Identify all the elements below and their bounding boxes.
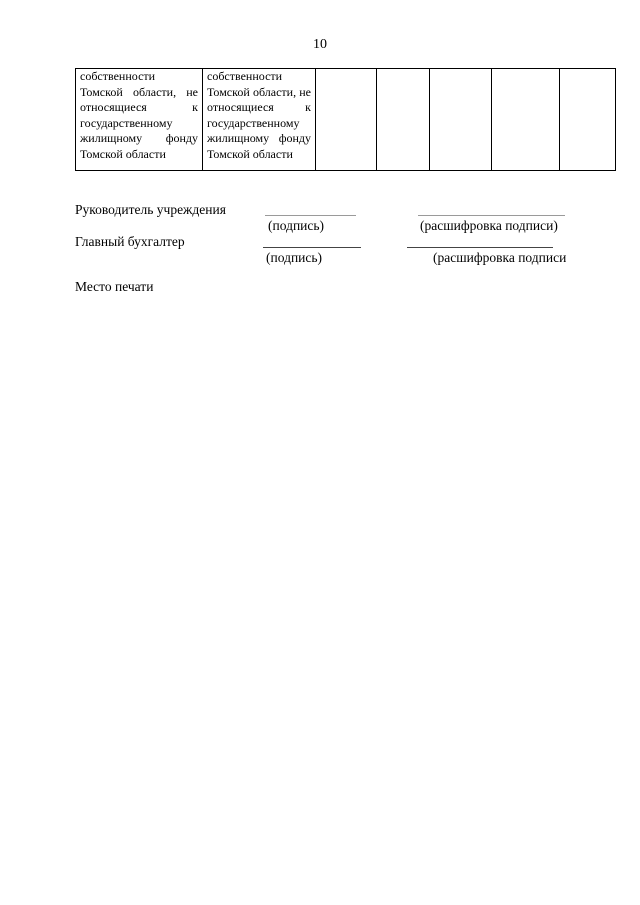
table-cell-empty: [377, 69, 430, 171]
accountant-decode-caption: (расшифровка подписи: [433, 250, 567, 265]
page-number: 10: [313, 37, 327, 52]
head-decode-line: [418, 215, 565, 216]
head-decode-caption: (расшифровка подписи): [420, 218, 558, 233]
head-label: Руководитель учреждения: [75, 202, 226, 217]
accountant-signature-line: [263, 247, 361, 248]
data-table: [75, 68, 616, 171]
table-cell-object-name-2: собственности Томской области, не относящиеся к государственному жилищному фонду Томской области: [203, 69, 316, 171]
table-cell-empty: [492, 69, 560, 171]
table-cell-empty: [316, 69, 377, 171]
table-row: [76, 69, 616, 171]
head-sign-caption: (подпись): [268, 218, 325, 233]
table-cell-empty: [430, 69, 492, 171]
stamp-label: Место печати: [75, 279, 154, 294]
accountant-decode-line: [407, 247, 553, 248]
accountant-sign-caption: (подпись): [266, 250, 323, 265]
table-cell-object-name: собственности Томской области, не относящиеся к государственному жилищному фонду Томской области: [76, 69, 203, 171]
head-signature-line: [265, 215, 356, 216]
table-cell-empty: [560, 69, 616, 171]
accountant-label: Главный бухгалтер: [75, 234, 185, 249]
